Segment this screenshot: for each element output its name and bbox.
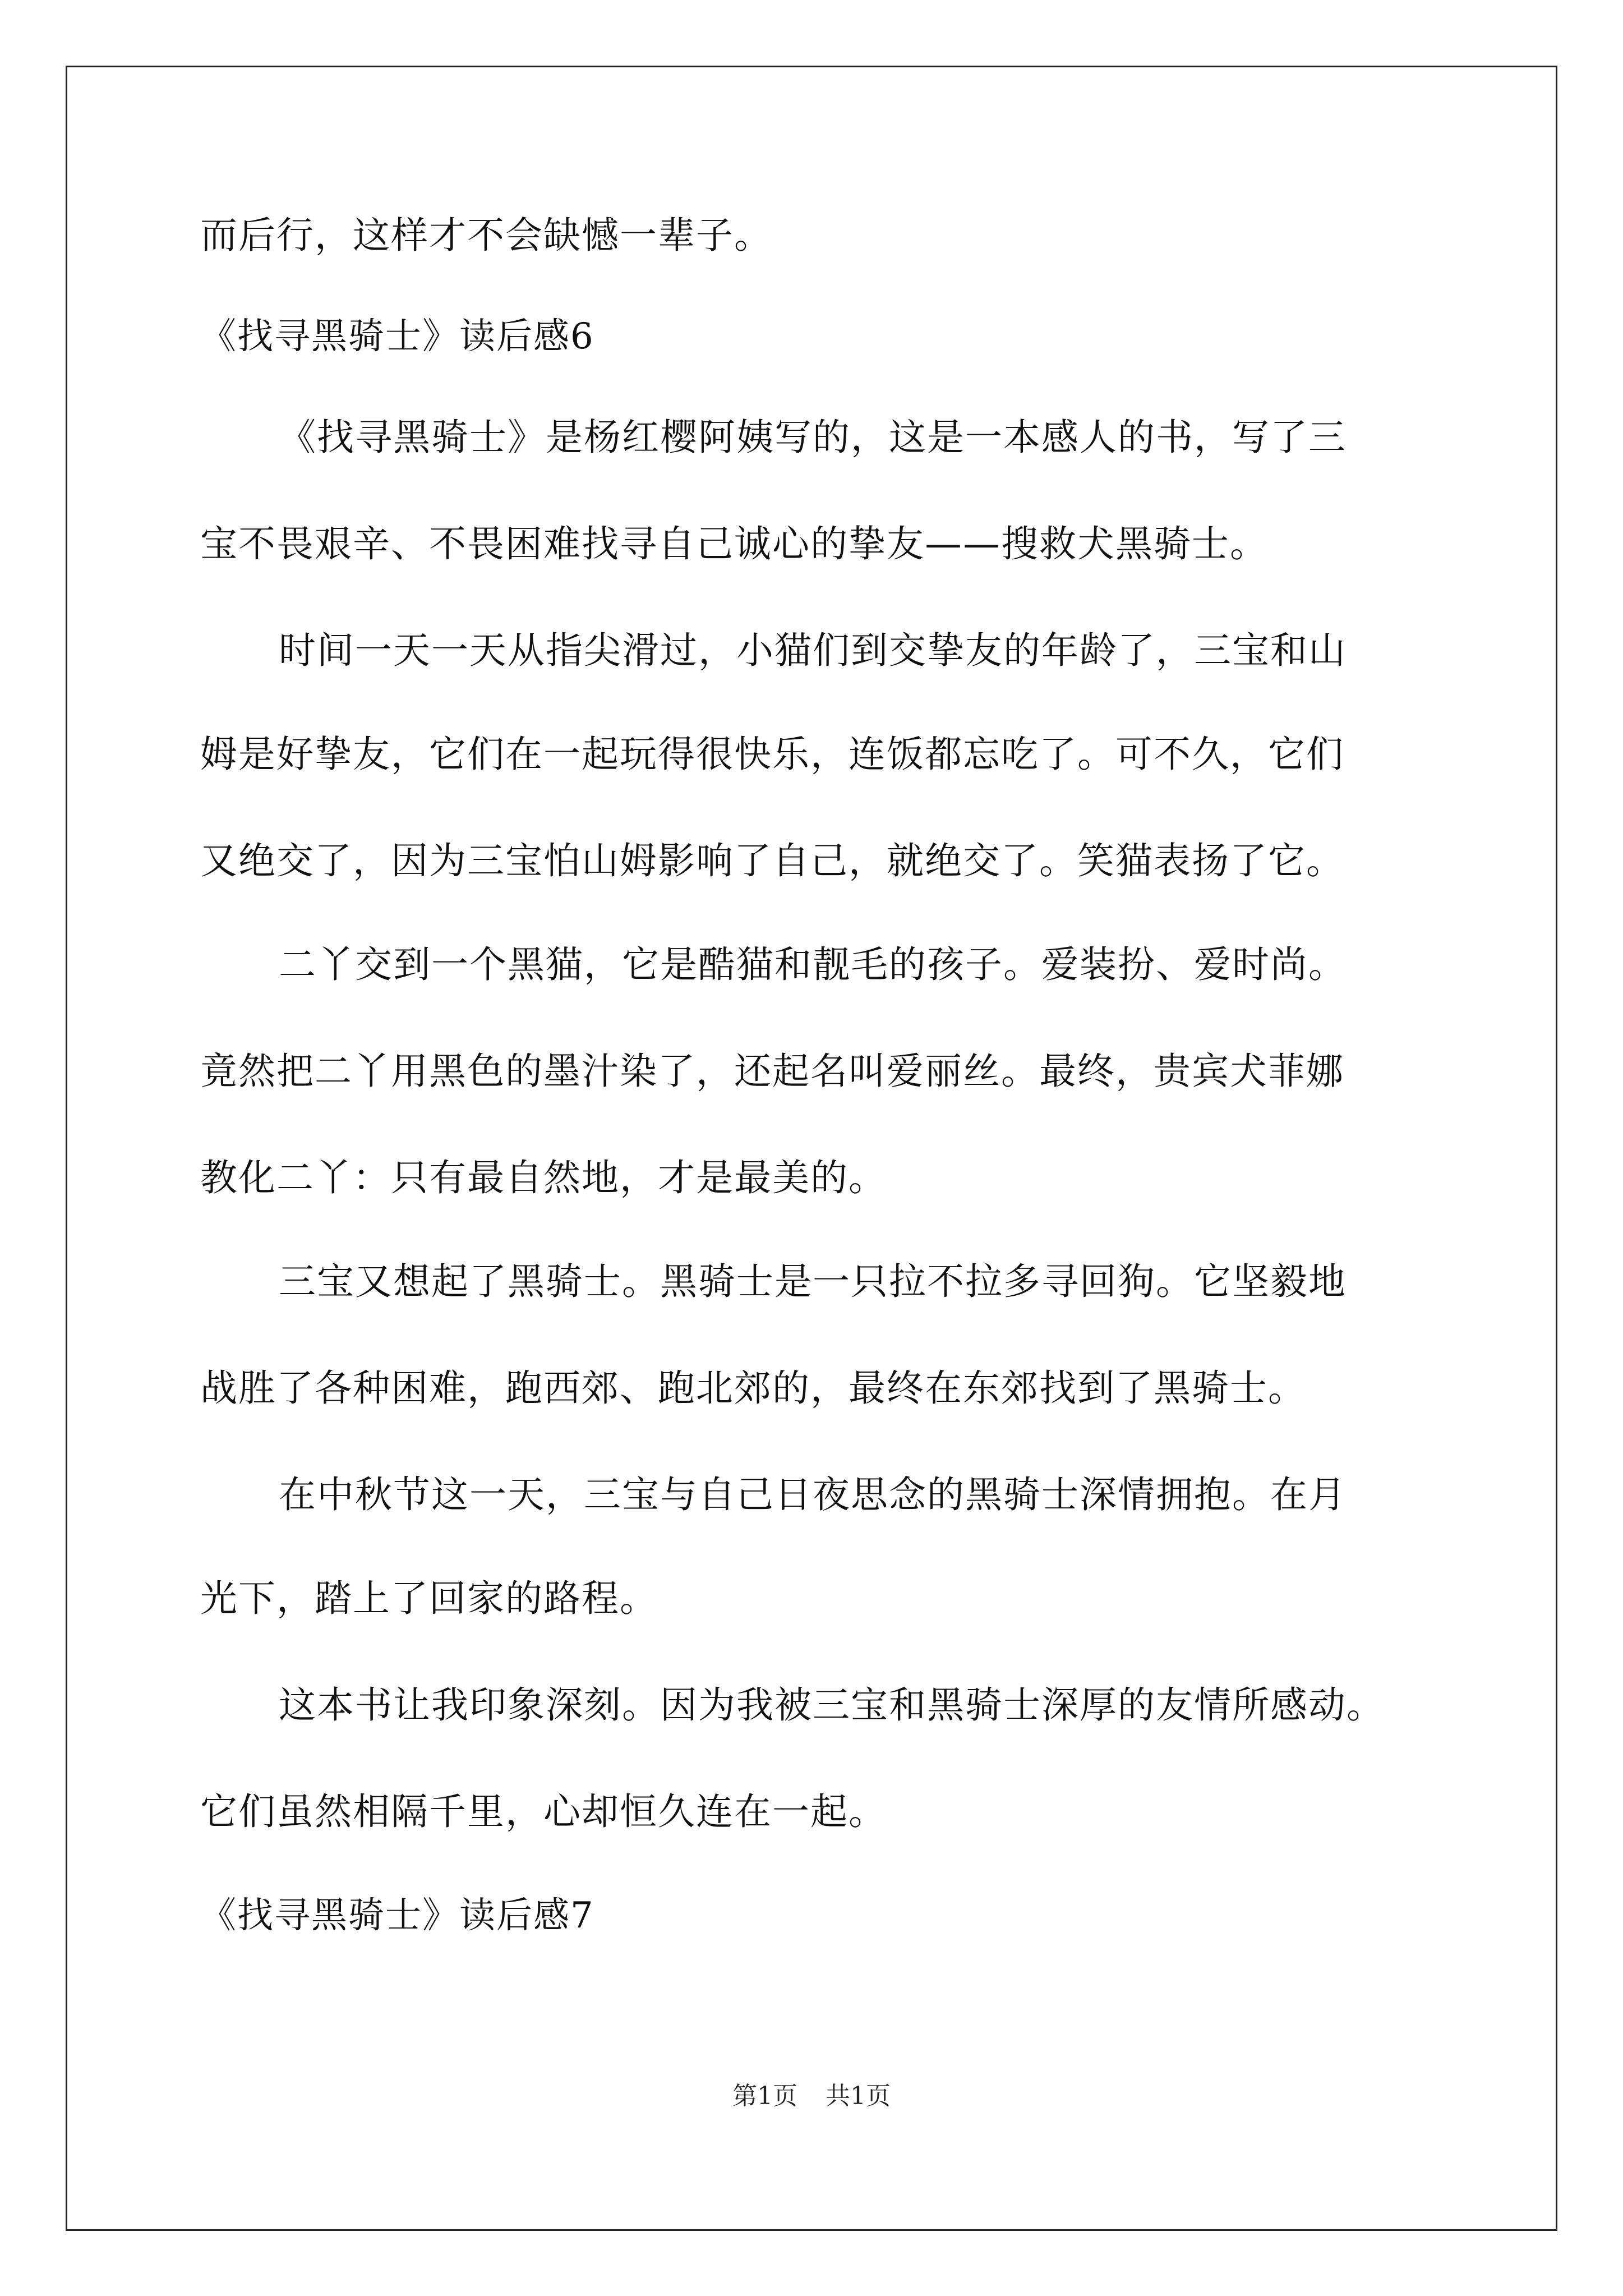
paragraph-line: 这本书让我印象深刻。因为我被三宝和黑骑士深厚的友情所感动。 [279, 1683, 1385, 1727]
paragraph-line: 教化二丫：只有最自然地，才是最美的。 [200, 1156, 887, 1199]
paragraph-line: 《找寻黑骑士》是杨红樱阿姨写的，这是一本感人的书，写了三 [279, 416, 1347, 459]
page-number-total: 共1页 [826, 2082, 891, 2110]
page-number-current: 第1页 [732, 2082, 797, 2110]
paragraph-line: 它们虽然相隔千里，心却恒久连在一起。 [200, 1790, 887, 1833]
paragraph-line: 二丫交到一个黑猫，它是酷猫和靓毛的孩子。爱装扮、爱时尚。 [279, 943, 1347, 986]
paragraph-line: 在中秋节这一天，三宝与自己日夜思念的黑骑士深情拥抱。在月 [279, 1473, 1347, 1516]
paragraph-line: 三宝又想起了黑骑士。黑骑士是一只拉不拉多寻回狗。它坚毅地 [279, 1260, 1347, 1303]
paragraph-line: 又绝交了，因为三宝怕山姆影响了自己，就绝交了。笑猫表扬了它。 [200, 839, 1344, 882]
section-heading: 《找寻黑骑士》读后感7 [200, 1895, 594, 1936]
paragraph-line: 宝不畏艰辛、不畏困难找寻自己诚心的挚友——搜救犬黑骑士。 [200, 522, 1268, 565]
paragraph-line: 而后行，这样才不会缺憾一辈子。 [200, 214, 772, 257]
paragraph-line: 战胜了各种困难，跑西郊、跑北郊的，最终在东郊找到了黑骑士。 [200, 1366, 1306, 1410]
paragraph-line: 姆是好挚友，它们在一起玩得很快乐，连饭都忘吃了。可不久，它们 [200, 733, 1344, 776]
paragraph-line: 竟然把二丫用黑色的墨汁染了，还起名叫爱丽丝。最终，贵宾犬菲娜 [200, 1050, 1344, 1093]
paragraph-line: 光下，踏上了回家的路程。 [200, 1577, 658, 1620]
page-footer [0, 2076, 1623, 2111]
section-heading: 《找寻黑骑士》读后感6 [200, 316, 594, 357]
paragraph-line: 时间一天一天从指尖滑过，小猫们到交挚友的年龄了，三宝和山 [279, 629, 1347, 672]
